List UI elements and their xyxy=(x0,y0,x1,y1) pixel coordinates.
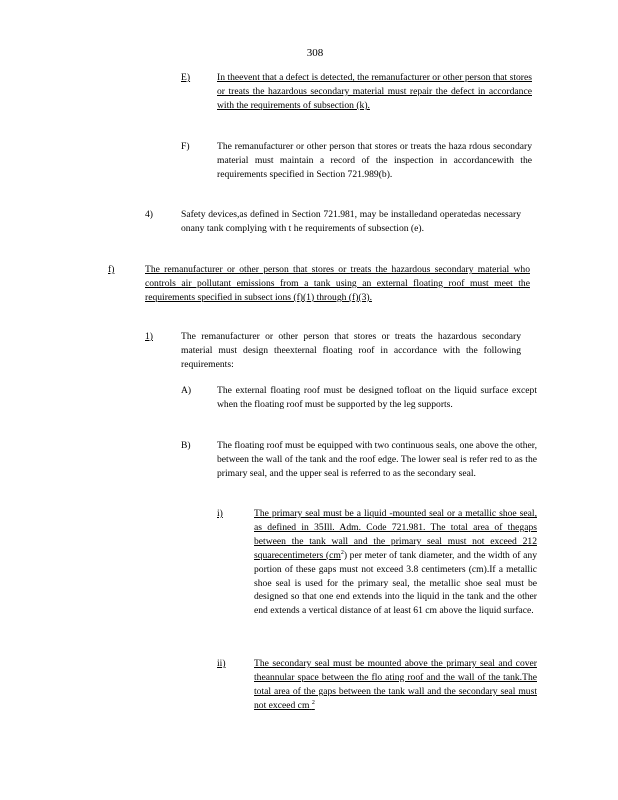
item-text-1: The remanufacturer or other person that stores or treats the hazardous secondary material must design theexternal floating roof in accordance with the following requirements: xyxy=(181,331,521,370)
item-text-A: The external floating roof must be designed tofloat on the liquid surface except when the floating roof must be supported by the leg supports. xyxy=(217,385,537,410)
item-text-B: The floating roof must be equipped with two continuous seals, one above the other, between the wall of the tank and the roof edge. The lower seal is refer red to as the primary seal, and the upper seal is referred to as the secondary seal. xyxy=(217,440,537,479)
item-text-ii: The secondary seal must be mounted above the primary seal and cover theannular space between the flo ating roof and the wall of the tank.The total area of the gaps between the tank wall and the secondary seal must not exceed cm $^2$ xyxy=(254,658,537,711)
item-label-4: 4) xyxy=(145,209,153,220)
item-text-E: In theevent that a defect is detected, the remanufacturer or other person that stores or treats the hazardous secondary material must repair the defect in accordance with the requirements of subsection (k). xyxy=(217,72,532,111)
item-label-f: f) xyxy=(108,264,115,275)
item-text-F: The remanufacturer or other person that stores or treats the haza rdous secondary material must maintain a record of the inspection in accordancewith the requirements specified in Section 721.989(b). xyxy=(217,141,532,180)
item-label-E: E) xyxy=(181,72,191,83)
item-text-f: The remanufacturer or other person that stores or treats the hazardous secondary material who controls air pollutant emissions from a tank using an external floating roof must meet the requirements specified in subsect ions (f)(1) through (f)(3). xyxy=(145,264,530,303)
item-label-A: A) xyxy=(181,385,192,396)
item-label-i: i) xyxy=(217,508,223,519)
item-text-4: Safety devices,as defined in Section 721.981, may be installedand operatedas necessary onany tank complying with t he requirements of subsection (e). xyxy=(181,209,521,234)
item-label-1: 1) xyxy=(145,331,153,342)
item-text-i: The primary seal must be a liquid -mounted seal or a metallic shoe seal, as defined in 35Ill. Adm. Code 721.981. The total area of thegaps between the tank wall and the primary seal must not exceed 212 squarecentimeters $(cm^2)$ per meter of tank diameter, and the width of any portion of these gaps must not exceed 3.8 centimeters (cm).If a metallic shoe seal is used for the primary seal, the metallic shoe seal must be designed so that one end extends into the liquid in the tank and the other end extends a vertical distance of at least 61 cm above the liquid surface. xyxy=(254,508,537,617)
page-number: 308 xyxy=(306,47,324,59)
item-label-ii: ii) xyxy=(217,658,226,669)
item-label-B: B) xyxy=(181,440,191,451)
item-label-F: F) xyxy=(181,141,190,152)
